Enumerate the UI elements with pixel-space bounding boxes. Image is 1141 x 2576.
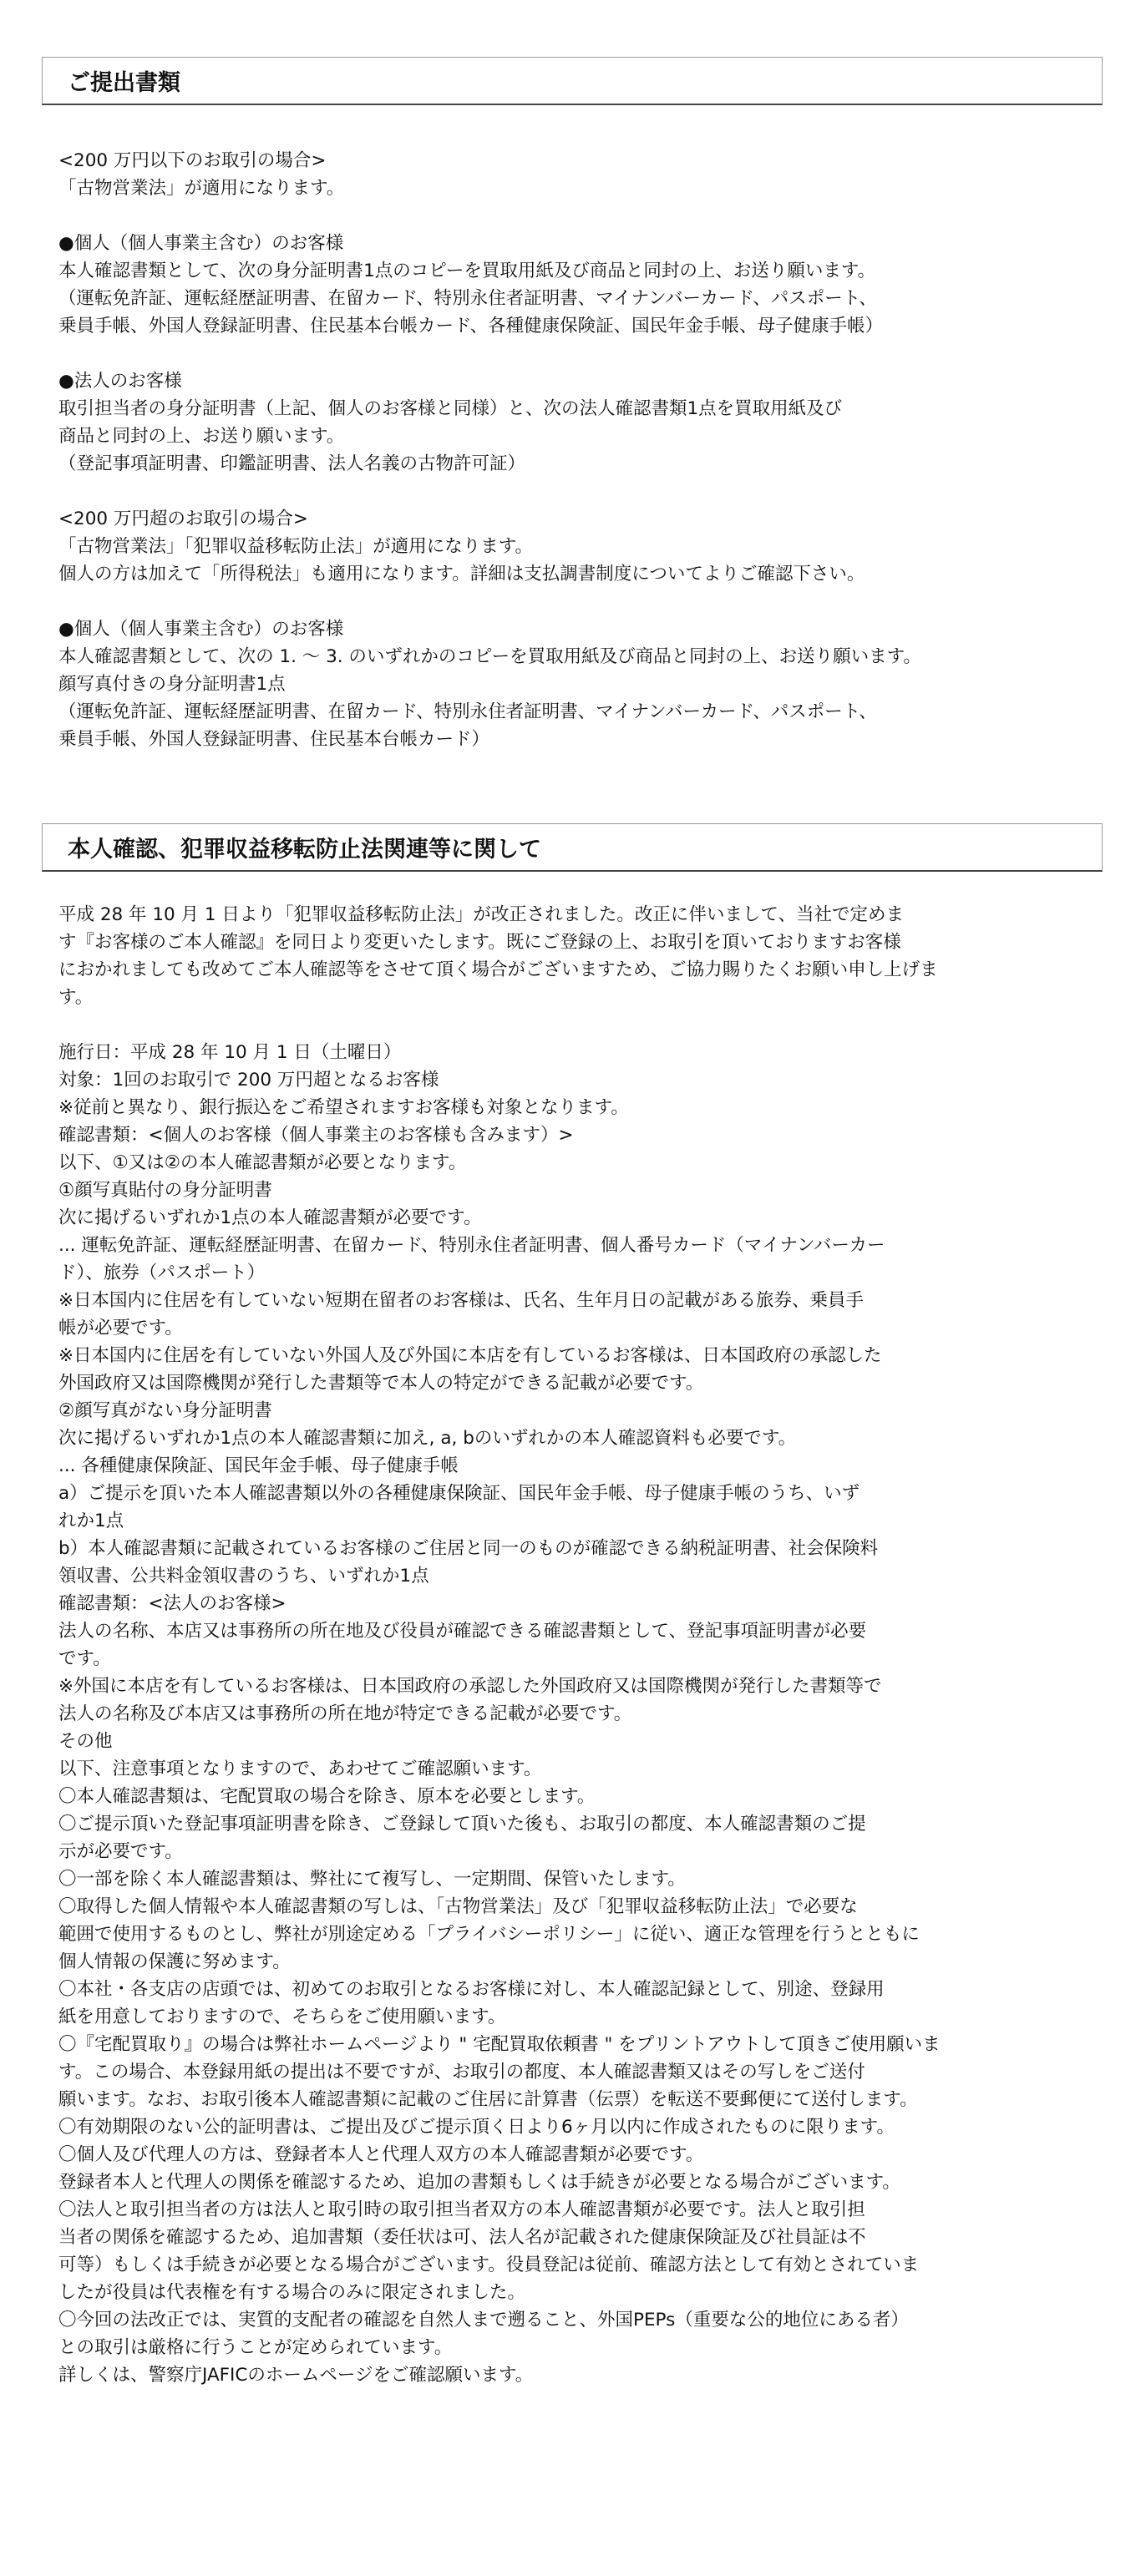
text-line: ※日本国内に住居を有していない短期在留者のお客様は、氏名、生年月日の記載がある旅券、乗員手 [58,1290,865,1311]
text-line: （運転免許証、運転経歴証明書、在留カード、特別永住者証明書、マイナンバーカード、パスポート、 [58,701,877,722]
text-line: ド）、旅券（パスポート） [58,1263,266,1283]
text-line: a）ご提示を頂いた本人確認書類以外の各種健康保険証、国民年金手帳、母子健康手帳のうち、いず [58,1483,860,1504]
text-line: 本人確認書類として、次の 1. ～ 3. のいずれかのコピーを買取用紙及び商品と同封の上、お送り願います。 [58,646,921,667]
text-line: 帳が必要です。 [58,1318,183,1339]
text-line: 確認書類：<個人のお客様（個人事業主のお客様も含みます）> [58,1125,574,1146]
text-line: 以下、注意事項となりますので、あわせてご確認願います。 [58,1759,542,1779]
blank-line [58,478,1086,505]
text-line: 〇今回の法改正では、実質的支配者の確認を自然人まで遡ること、外国PEPs（重要な公的地位にある者） [58,2310,909,2331]
text-line: 願います。なお、お取引後本人確認書類に記載のご住居に計算書（伝票）を転送不要郵便にて送付します。 [58,2089,918,2110]
section-title-identity [42,823,1103,872]
text-line: 商品と同封の上、お送り願います。 [58,426,345,447]
section-title-identity-text: 本人確認、犯罪収益移転防止法関連等に関して [68,837,541,863]
text-line: 範囲で使用するものとし、弊社が別途定める「プライバシーポリシー」に従い、適正な管理を行うとともに [58,1924,920,1945]
text-line: 可等）もしくは手続きが必要となる場合がございます。役員登記は従前、確認方法として有効とされていま [58,2255,920,2275]
text-line: 〇ご提示頂いた登記事項証明書を除き、ご登録して頂いた後も、お取引の都度、本人確認書類のご提 [58,1814,866,1835]
text-line: 個人の方は加えて「所得税法」も適用になります。詳細は支払調書制度についてよりご確認下さい。 [58,564,865,585]
text-line: ●法人のお客様 [58,371,182,392]
text-line: 〇本人確認書類は、宅配買取の場合を除き、原本を必要とします。 [58,1786,596,1807]
text-line: です。 [58,1648,111,1669]
text-line: 「古物営業法」「犯罪収益移転防止法」が適用になります。 [58,536,534,557]
blank-line [58,340,1086,367]
text-line: 次に掲げるいずれか1点の本人確認書類に加え, a, bのいずれかの本人確認資料も必要です。 [58,1428,797,1449]
text-line: 本人確認書類として、次の身分証明書1点のコピーを買取用紙及び商品と同封の上、お送り願います。 [58,261,876,281]
text-line: 平成 28 年 10 月 1 日より「犯罪収益移転防止法」が改正されました。改正に伴いまして、当社で定めま [58,904,904,925]
text-line: との取引は厳格に行うことが定められています。 [58,2337,453,2358]
text-line: （登記事項証明書、印鑑証明書、法人名義の古物許可証） [58,453,526,474]
text-line: す。 [58,987,94,1008]
text-line: す。この場合、本登録用紙の提出は不要ですが、お取引の都度、本人確認書類又はその写しをご送付 [58,2062,865,2083]
text-line: 対象：1回のお取引で 200 万円超となるお客様 [58,1070,439,1091]
text-line: 〇個人及び代理人の方は、登録者本人と代理人双方の本人確認書類が必要です。 [58,2144,704,2165]
text-line: ... 各種健康保険証、国民年金手帳、母子健康手帳 [58,1455,459,1476]
text-line: 外国政府又は国際機関が発行した書類等で本人の特定ができる記載が必要です。 [58,1373,704,1394]
text-line: ※外国に本店を有しているお客様は、日本国政府の承認した外国政府又は国際機関が発行した書類等で [58,1676,882,1697]
text-line: ※従前と異なり、銀行振込をご希望されますお客様も対象となります。 [58,1097,629,1118]
section-title-documents-text: ご提出書類 [68,70,180,96]
text-line: ●個人（個人事業主含む）のお客様 [58,619,344,640]
text-line: 詳しくは、警察庁JAFICのホームページをご確認願います。 [58,2365,534,2386]
blank-line [58,588,1086,615]
text-line: b）本人確認書類に記載されているお客様のご住居と同一のものが確認できる納税証明書、社会保険料 [58,1538,879,1559]
text-line: におかれましても改めてご本人確認等をさせて頂く場合がございますため、ご協力賜りたくお願い申し上げま [58,959,938,980]
text-line: ②顔写真がない身分証明書 [58,1400,272,1421]
text-line: 次に掲げるいずれか1点の本人確認書類が必要です。 [58,1207,482,1228]
text-line: 確認書類：<法人のお客様> [58,1593,287,1614]
blank-line [58,202,1086,230]
text-line: （運転免許証、運転経歴証明書、在留カード、特別永住者証明書、マイナンバーカード、パスポート、 [58,288,877,309]
text-line: したが役員は代表権を有する場合のみに限定されました。 [58,2282,526,2303]
text-line: その他 [58,1731,113,1752]
text-line: ※日本国内に住居を有していない外国人及び外国に本店を有しているお客様は、日本国政府の承認した [58,1345,882,1366]
text-line: <200 万円以下のお取引の場合> [58,150,327,171]
text-line: 〇法人と取引担当者の方は法人と取引時の取引担当者双方の本人確認書類が必要です。法人と取引担 [58,2199,865,2220]
text-line: 登録者本人と代理人の関係を確認するため、追加の書類もしくは手続きが必要となる場合がございます。 [58,2172,900,2193]
text-line: 〇一部を除く本人確認書類は、弊社にて複写し、一定期間、保管いたします。 [58,1869,686,1890]
text-line: 施行日：平成 28 年 10 月 1 日（土曜日） [58,1042,402,1063]
text-line: 法人の名称及び本店又は事務所の所在地が特定できる記載が必要です。 [58,1703,632,1724]
text-line: 示が必要です。 [58,1841,183,1862]
text-line: 取引担当者の身分証明書（上記、個人のお客様と同様）と、次の法人確認書類1点を買取用紙及び [58,398,843,419]
text-line: 紙を用意しておりますので、そちらをご使用願います。 [58,2007,506,2027]
text-line: 法人の名称、本店又は事務所の所在地及び役員が確認できる確認書類として、登記事項証明書が必要 [58,1621,867,1642]
text-line: ①顔写真貼付の身分証明書 [58,1180,272,1201]
text-line: 〇『宅配買取り』の場合は弊社ホームページより " 宅配買取依頼書 " をプリントアウトして頂きご使用願いま [58,2034,941,2055]
text-line: 顔写真付きの身分証明書1点 [58,674,286,695]
text-line: 領収書、公共料金領収書のうち、いずれか1点 [58,1566,429,1587]
text-line: 以下、①又は②の本人確認書類が必要となります。 [58,1152,467,1173]
text-line: す『お客様のご本人確認』を同日より変更いたします。既にご登録の上、お取引を頂いておりますお客様 [58,932,901,953]
text-line: れか1点 [58,1511,124,1531]
text-line: 〇本社・各支店の店頭では、初めてのお取引となるお客様に対し、本人確認記録として、別途、登録用 [58,1979,885,2000]
identity-body [42,872,1103,2389]
text-line: 〇取得した個人情報や本人確認書類の写しは、「古物営業法」及び「犯罪収益移転防止法」で必要な [58,1896,858,1917]
text-line: 〇有効期限のない公的証明書は、ご提出及びご提示頂く日より6ヶ月以内に作成されたものに限ります。 [58,2117,895,2138]
text-line: 個人情報の保護に努めます。 [58,1951,291,1972]
text-line: 乗員手帳、外国人登録証明書、住民基本台帳カード、各種健康保険証、国民年金手帳、母子健康手帳） [58,316,884,337]
text-line: <200 万円超のお取引の場合> [58,509,308,529]
text-line: ●個人（個人事業主含む）のお客様 [58,233,344,254]
page [42,57,1103,2389]
text-line: 当者の関係を確認するため、追加書類（委任状は可、法人名が記載された健康保険証及び社員証は不 [58,2227,866,2248]
documents-body [42,105,1103,795]
text-line: 「古物営業法」が適用になります。 [58,178,345,199]
text-line: 乗員手帳、外国人登録証明書、住民基本台帳カード） [58,729,490,750]
text-line: ... 運転免許証、運転経歴証明書、在留カード、特別永住者証明書、個人番号カード（マイナンバーカー [58,1235,885,1256]
section-title-documents [42,57,1103,105]
blank-line [58,1011,1086,1039]
